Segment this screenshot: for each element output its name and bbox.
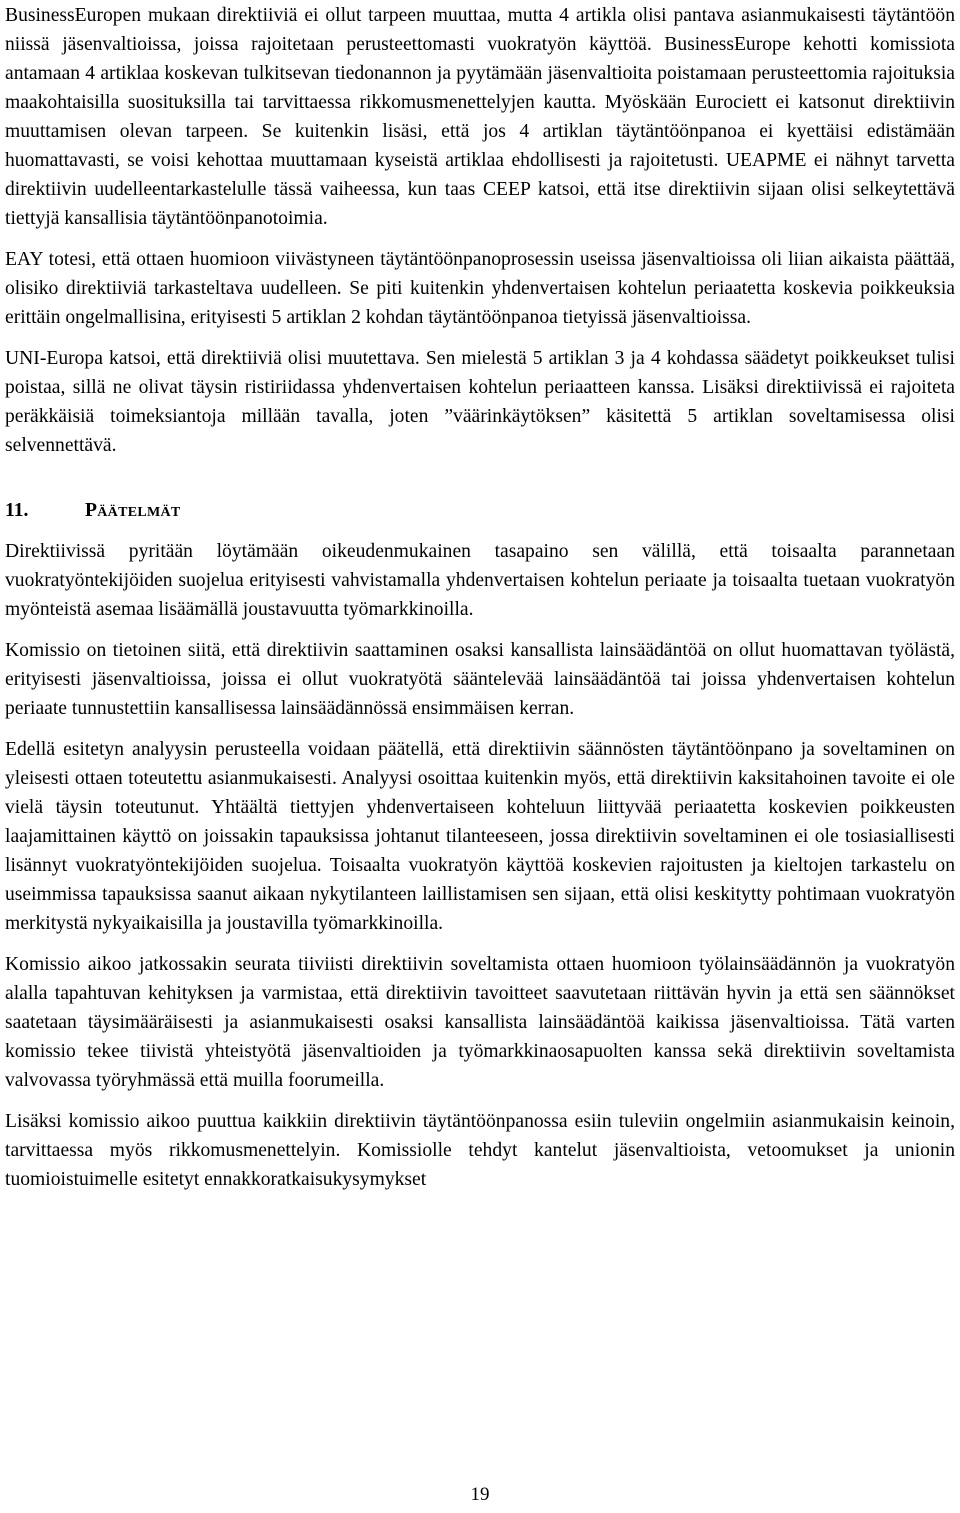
paragraph-eay: EAY totesi, että ottaen huomioon viivästyneen täytäntöönpanoprosessin useissa jäsenvaltioissa oli liian aikaista päättää, olisiko direktiiviä tarkasteltava uudelleen. Se piti kuitenkin yhdenvertaisen kohtelun periaatetta koskevia poikkeuksia erittäin ongelmallisina, erityisesti 5 artiklan 2 kohdan täytäntöönpanoa tietyissä jäsenvaltioissa. bbox=[5, 249, 955, 328]
section-heading bbox=[5, 496, 955, 525]
document-page bbox=[5, 0, 955, 1194]
paragraph-uni-europa: UNI-Europa katsoi, että direktiiviä olisi muutettava. Sen mielestä 5 artiklan 3 ja 4 kohdassa säädetyt poikkeukset tulisi poistaa, sillä ne olivat täysin ristiriidassa yhdenvertaisen kohtelun periaatteen kanssa. Lisäksi direktiivissä ei rajoiteta peräkkäisiä toimeksiantoja millään tavalla, joten ”väärinkäytöksen” käsitettä 5 artiklan soveltamisessa olisi selvennettävä. bbox=[5, 348, 955, 456]
section-number: 11. bbox=[5, 500, 29, 521]
paragraph-conclusion-infringement: Lisäksi komissio aikoo puuttua kaikkiin direktiivin täytäntöönpanossa esiin tuleviin ongelmiin asianmukaisin keinoin, tarvittaessa myös rikkomusmenettelyin. Komissiolle tehdyt kantelut jäsenvaltioista, vetoomukset ja unionin tuomioistuimelle esitetyt ennakkoratkaisukysymykset bbox=[5, 1111, 955, 1190]
paragraph-conclusion-analysis: Edellä esitetyn analyysin perusteella voidaan päätellä, että direktiivin säännösten täytäntöönpano ja soveltaminen on yleisesti ottaen toteutettu asianmukaisesti. Analyysi osoittaa kuitenkin myös, että direktiivin kaksitahoinen tavoite ei ole vielä täysin toteutunut. Yhtäältä tiettyjen yhdenvertaiseen kohteluun liittyvää periaatetta koskevien poikkeusten laajamittainen käyttö on joissakin tapauksissa johtanut tilanteeseen, jossa direktiivin soveltaminen ei ole tosiasiallisesti lisännyt vuokratyöntekijöiden suojelua. Toisaalta vuokratyön käyttöä koskevien rajoitusten ja kieltojen tarkastelu on useimmissa tapauksissa saanut aikaan nykytilanteen laillistamisen sen sijaan, että olisi keskitytty pohtimaan vuokratyön merkitystä nykyaikaisilla ja joustavilla työmarkkinoilla. bbox=[5, 739, 955, 934]
paragraph-conclusion-transposition: Komissio on tietoinen siitä, että direktiivin saattaminen osaksi kansallista lainsäädäntöä on ollut huomattavan työlästä, erityisesti jäsenvaltioissa, joissa ei ollut vuokratyötä sääntelevää lainsäädäntöä tai joissa yhdenvertaisen kohtelun periaate tunnustettiin kansallisessa lainsäädännössä ensimmäisen kerran. bbox=[5, 640, 955, 719]
paragraph-businesseurope: BusinessEuropen mukaan direktiiviä ei ollut tarpeen muuttaa, mutta 4 artikla olisi pantava asianmukaisesti täytäntöön niissä jäsenvaltioissa, joissa rajoitetaan perusteettomasti vuokratyön käyttöä. BusinessEurope kehotti komissiota antamaan 4 artiklaa koskevan tulkitsevan tiedonannon ja pyytämään jäsenvaltioita poistamaan perusteettomia rajoituksia maakohtaisilla suosituksilla tai tarvittaessa rikkomusmenettelyjen kautta. Myöskään Eurociett ei katsonut direktiivin muuttamisen olevan tarpeen. Se kuitenkin lisäsi, että jos 4 artiklan täytäntöönpanoa ei kyettäisi edistämään huomattavasti, se voisi kehottaa muuttamaan kyseistä artiklaa ehdollisesti ja rajoitetusti. UEAPME ei nähnyt tarvetta direktiivin uudelleentarkastelulle tässä vaiheessa, kun taas CEEP katsoi, että itse direktiivin sijaan olisi selkeytettävä tiettyjä kansallisia täytäntöönpanotoimia. bbox=[5, 5, 955, 229]
page-number: 19 bbox=[470, 1484, 490, 1505]
paragraph-conclusion-monitoring: Komissio aikoo jatkossakin seurata tiiviisti direktiivin soveltamista ottaen huomioon työlainsäädännön ja vuokratyön alalla tapahtuvan kehityksen ja varmistaa, että direktiivin tavoitteet saavutetaan riittävän hyvin ja että sen säännökset saatetaan täysimääräisesti ja asianmukaisesti osaksi kansallista lainsäädäntöä kaikissa jäsenvaltioissa. Tätä varten komissio tekee tiivistä yhteistyötä jäsenvaltioiden ja työmarkkinaosapuolten kanssa sekä direktiivin soveltamista valvovassa työryhmässä että muilla foorumeilla. bbox=[5, 954, 955, 1091]
paragraph-conclusion-balance: Direktiivissä pyritään löytämään oikeudenmukainen tasapaino sen välillä, että toisaalta parannetaan vuokratyöntekijöiden suojelua erityisesti vahvistamalla yhdenvertaisen kohtelun periaate ja toisaalta tuetaan vuokratyön myönteistä asemaa lisäämällä joustavuutta työmarkkinoilla. bbox=[5, 541, 955, 620]
section-title: Päätelmät bbox=[85, 500, 181, 521]
